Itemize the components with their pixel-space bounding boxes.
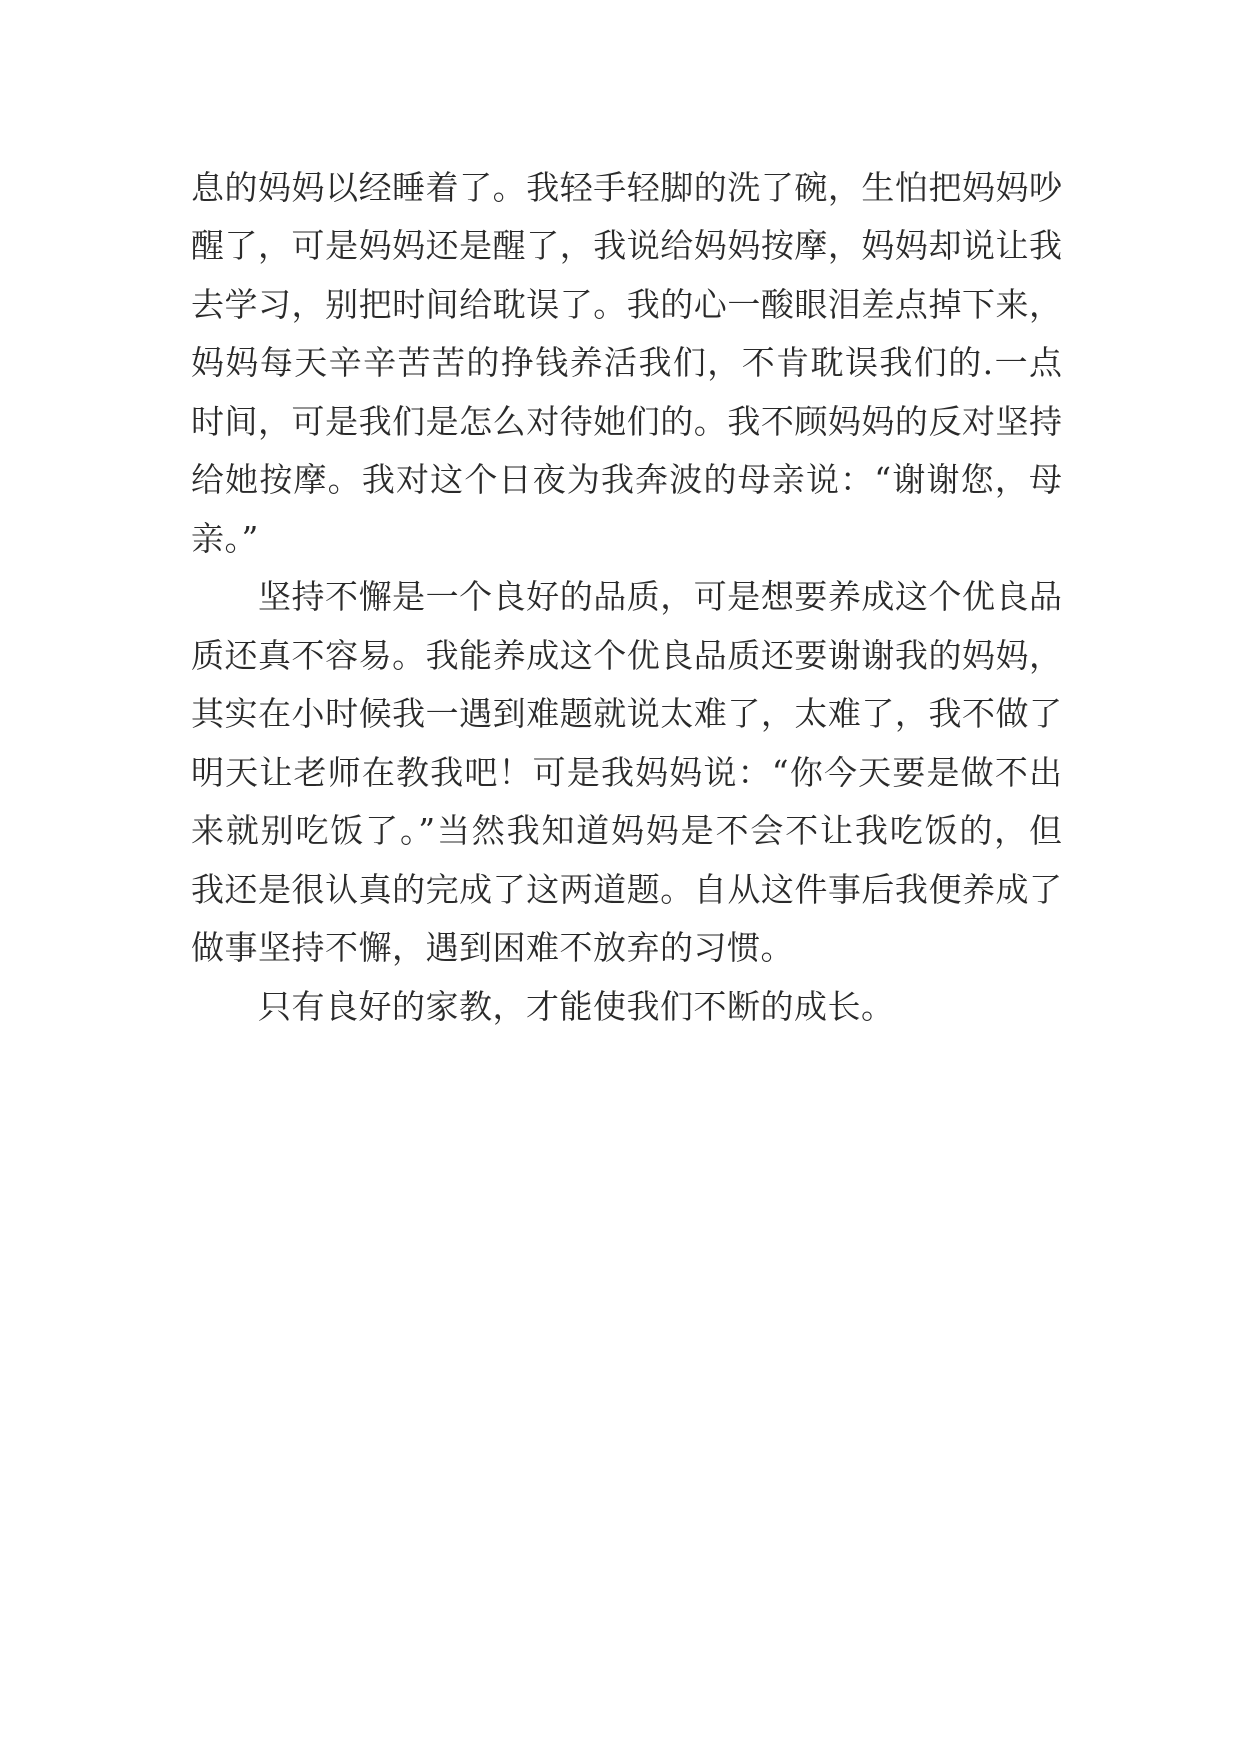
paragraph-2-line-4: 明天让老师在教我吧！可是我妈妈说：“你今天要是做不出: [191, 753, 1062, 792]
paragraph-1-line-6: 给她按摩。我对这个日夜为我奔波的母亲说：“谢谢您，母: [191, 460, 1062, 499]
paragraph-2-line-1: 坚持不懈是一个良好的品质，可是想要养成这个优良品: [258, 577, 1062, 616]
paragraph-2-line-5: 来就别吃饭了。”当然我知道妈妈是不会不让我吃饭的，但: [191, 811, 1062, 850]
paragraph-1-line-7: 亲。”: [191, 519, 259, 558]
paragraph-2-line-6: 我还是很认真的完成了这两道题。自从这件事后我便养成了: [191, 870, 1062, 909]
paragraph-1-line-5: 时间，可是我们是怎么对待她们的。我不顾妈妈的反对坚持: [191, 402, 1062, 441]
paragraph-1-line-2: 醒了，可是妈妈还是醒了，我说给妈妈按摩，妈妈却说让我: [191, 226, 1062, 265]
paragraph-2-line-7: 做事坚持不懈，遇到困难不放弃的习惯。: [191, 928, 794, 967]
paragraph-2-line-2: 质还真不容易。我能养成这个优良品质还要谢谢我的妈妈，: [191, 636, 1062, 675]
paragraph-1-line-4: 妈妈每天辛辛苦苦的挣钱养活我们，不肯耽误我们的.一点: [191, 343, 1062, 382]
paragraph-1-line-3: 去学习，别把时间给耽误了。我的心一酸眼泪差点掉下来，: [191, 285, 1062, 324]
paragraph-1-line-1: 息的妈妈以经睡着了。我轻手轻脚的洗了碗，生怕把妈妈吵: [191, 168, 1062, 207]
paragraph-3-line-1: 只有良好的家教，才能使我们不断的成长。: [258, 987, 895, 1026]
paragraph-2-line-3: 其实在小时候我一遇到难题就说太难了，太难了，我不做了: [191, 694, 1062, 733]
